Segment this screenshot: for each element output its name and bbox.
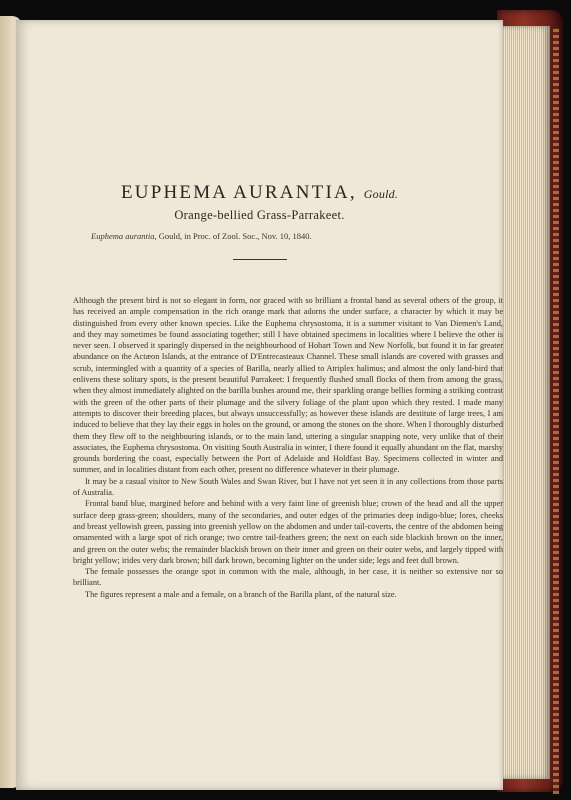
description-text (73, 295, 503, 600)
divider-rule (233, 259, 287, 260)
paragraph-5: The figures represent a male and a female, on a branch of the Barilla plant, of the natural size. (85, 589, 397, 599)
species-name: EUPHEMA AURANTIA, (120, 182, 357, 203)
common-name: Orange-bellied Grass-Parrakeet. (174, 208, 345, 222)
page-edges (500, 26, 550, 779)
page-title (16, 182, 503, 204)
citation-name: Euphema aurantia, (91, 231, 157, 241)
paragraph-4: The female possesses the orange spot in common with the male, although, in her case, it is neither so extensive nor so brilliant. (73, 567, 503, 588)
citation-source: Gould, in Proc. of Zool. Soc., Nov. 10, 1840. (156, 231, 312, 241)
citation (91, 231, 312, 241)
species-author: Gould. (363, 187, 398, 201)
paragraph-1: Although the present bird is not so elegant in form, nor graced with so brilliant a frontal band as several others of the group, it has received an ample compensation in the rich orange mark that adorns the under surface, a character by which it may be distinguished from every other known species. Like the Euphema chrysostoma, it is a summer visitant to Van Diemen's Land, and they may sometimes be found associating together; still I have obtained specimens in localities where I believe the other is never seen. I observed it sparingly dispersed in the neighbourhood of Hobart Town and New Norfolk, but found it in far greater abundance on the Actæon Islands, at the entrance of D'Entrecasteaux Channel. These small islands are covered with grasses and scrub, intermingled with a quantity of a species of Barilla, nearly allied to Atriplex halimus; and almost the only land-bird that enlivens these solitary spots, is the present beautiful Parrakeet: I frequently flushed small flocks of them from among the grass, when they almost immediately alighted on the barilla bushes around me, their sparkling orange bellies forming a striking contrast with the green of the other parts of their plumage and the silvery foliage of the plant upon which they rested. I made many attempts to discover their breeding places, but always unsuccessfully; as however these islands are destitute of large trees, I am induced to believe that they lay their eggs in holes on the ground, or among the stones on the shore. When I thoroughly disturbed them they flew off to the neighbouring islands, or to the main land, uttering a singular snapping note, very unlike that of their associates, the Euphema chrysostoma. On visiting South Australia in winter, I there found it equally abundant on the flat, marshy grounds bordering the coast, especially between the Port of Adelaide and Holdfast Bay. Specimens collected in winter and summer, and in localities distant from each other, present no difference whatever in their plumage. (73, 296, 503, 475)
gilt-edge-decoration (553, 28, 559, 794)
paragraph-2: It may be a casual visitor to New South Wales and Swan River, but I have not yet seen it in any collections from those parts of Australia. (73, 476, 503, 498)
book-page (16, 20, 503, 790)
paragraph-3: Frontal band blue, margined before and behind with a very faint line of greenish blue; crown of the head and all the upper surface deep grass-green; shoulders, many of the secondaries, and outer edges of the primaries deep indigo-blue; lores, cheeks and breast yellowish green, passing into greenish yellow on the abdomen and under tail-coverts, the centre of the abdomen being ornamented with a large spot of rich orange; two centre tail-feathers green; the next on each side blackish brown on the inner, and green on the outer webs; the remainder blackish brown on their inner and green on their outer webs, and largely tipped with bright yellow; irides very dark brown; bill dark brown, becoming lighter on the under side; legs and feet dull brown. (73, 499, 503, 565)
